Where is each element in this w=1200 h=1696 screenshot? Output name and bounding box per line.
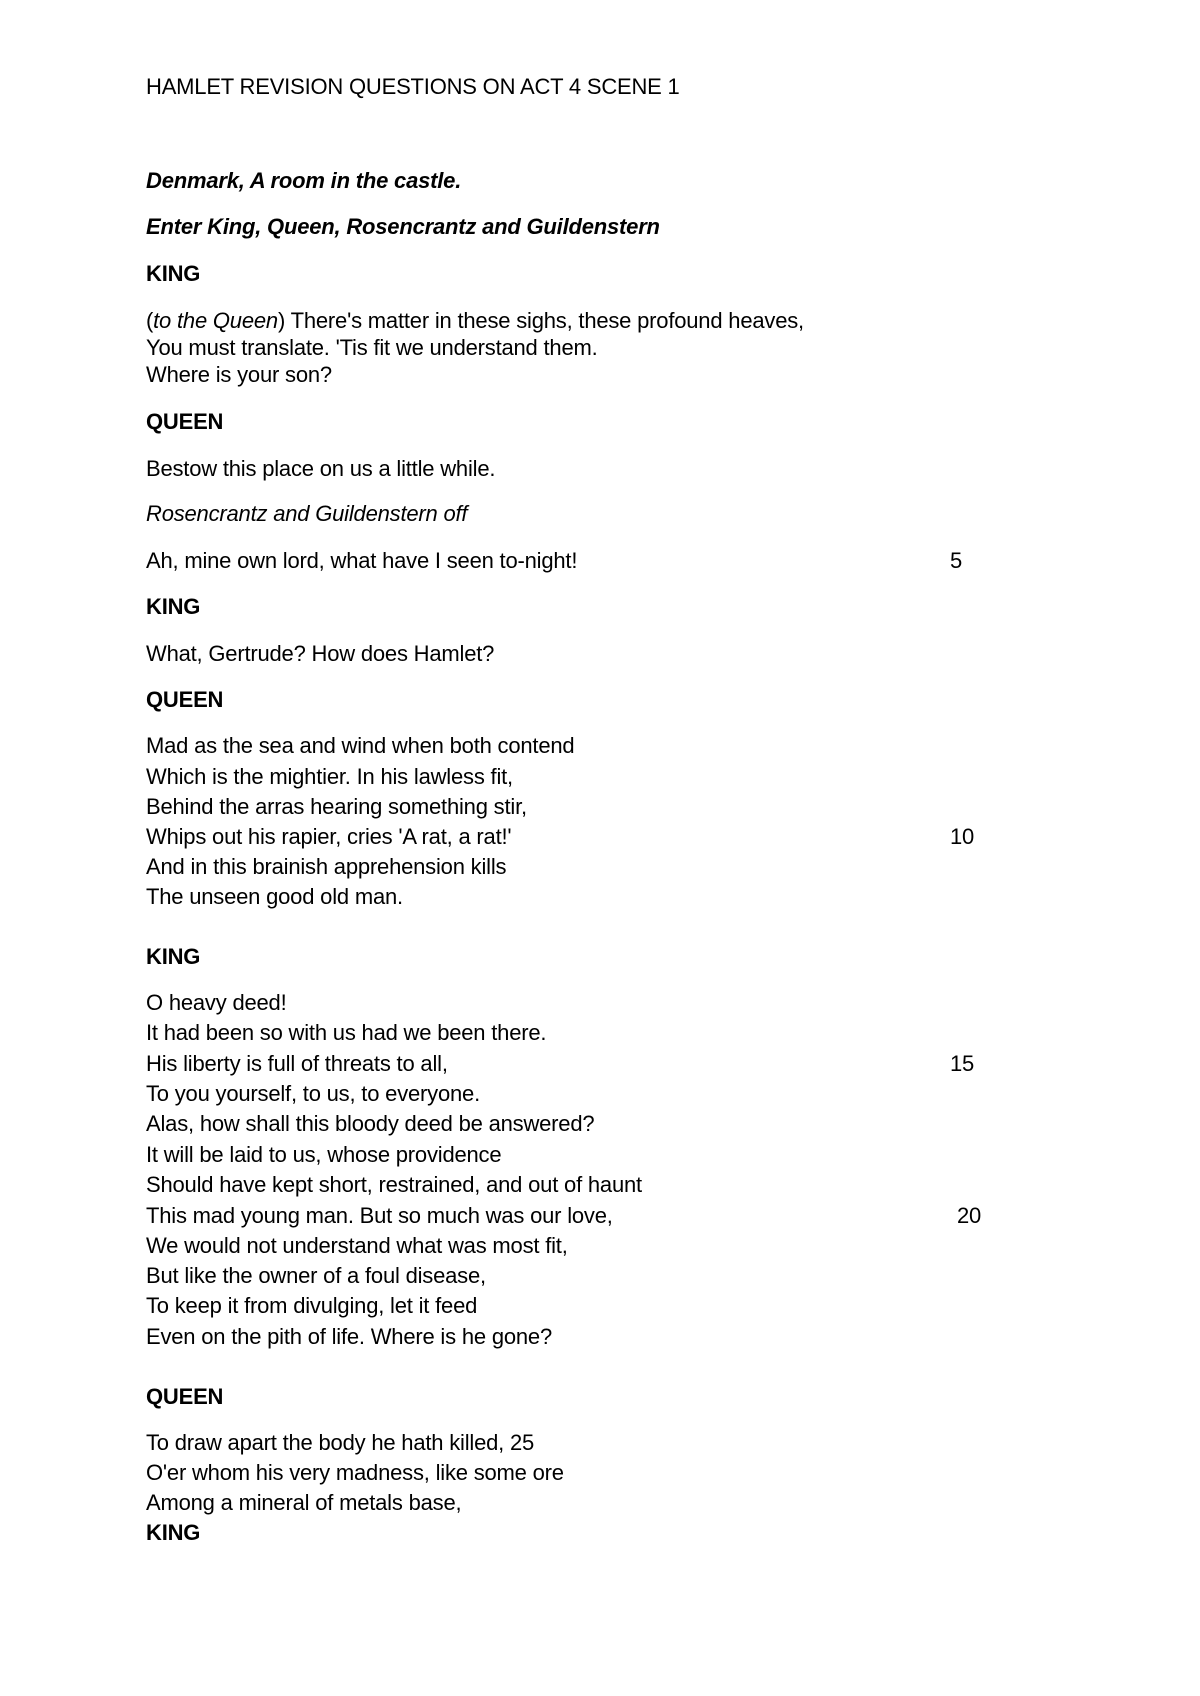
verse-line: His liberty is full of threats to all,	[146, 1051, 448, 1076]
verse-line: Behind the arras hearing something stir,	[146, 794, 527, 819]
verse-line: Where is your son?	[146, 362, 332, 387]
verse-line: Alas, how shall this bloody deed be answered?	[146, 1111, 595, 1136]
document-title: HAMLET REVISION QUESTIONS ON ACT 4 SCENE 1	[146, 74, 680, 99]
line-number: 15	[950, 1051, 975, 1076]
verse-line: What, Gertrude? How does Hamlet?	[146, 641, 495, 666]
verse-line: Even on the pith of life. Where is he gone?	[146, 1324, 552, 1349]
verse-line: And in this brainish apprehension kills	[146, 854, 507, 879]
inline-stage-direction: to the Queen	[153, 308, 278, 333]
speaker-name: KING	[146, 261, 201, 286]
verse-line: But like the owner of a foul disease,	[146, 1263, 486, 1288]
verse-text: There's matter in these sighs, these profound heaves,	[285, 308, 804, 333]
verse-line: To keep it from divulging, let it feed	[146, 1293, 478, 1318]
verse-line: You must translate. 'Tis fit we understand them.	[146, 335, 598, 360]
verse-line: This mad young man. But so much was our love,	[146, 1203, 613, 1228]
speaker-name: QUEEN	[146, 1384, 224, 1409]
verse-line: Mad as the sea and wind when both contend	[146, 733, 575, 758]
speaker-name: KING	[146, 1520, 201, 1545]
verse-line: Whips out his rapier, cries 'A rat, a rat!'	[146, 824, 512, 849]
speaker-name: KING	[146, 944, 201, 969]
line-number: 5	[950, 548, 963, 573]
entrance-direction: Enter King, Queen, Rosencrantz and Guildenstern	[146, 214, 660, 239]
verse-line: Bestow this place on us a little while.	[146, 456, 496, 481]
speaker-name: KING	[146, 594, 201, 619]
stage-direction: Rosencrantz and Guildenstern off	[146, 501, 468, 526]
line-number: 20	[957, 1203, 982, 1228]
setting-direction: Denmark, A room in the castle.	[146, 168, 462, 193]
verse-line: The unseen good old man.	[146, 884, 403, 909]
verse-line: Should have kept short, restrained, and out of haunt	[146, 1172, 642, 1197]
verse-line: We would not understand what was most fit,	[146, 1233, 568, 1258]
verse-line: O heavy deed!	[146, 990, 287, 1015]
verse-line: (to the Queen) There's matter in these sighs, these profound heaves,	[146, 308, 804, 333]
verse-line: It had been so with us had we been there.	[146, 1020, 547, 1045]
speaker-name: QUEEN	[146, 687, 224, 712]
verse-line: Among a mineral of metals base,	[146, 1490, 462, 1515]
verse-line: It will be laid to us, whose providence	[146, 1142, 502, 1167]
verse-line: To you yourself, to us, to everyone.	[146, 1081, 480, 1106]
verse-line: Which is the mightier. In his lawless fit,	[146, 764, 513, 789]
verse-line: Ah, mine own lord, what have I seen to-night!	[146, 548, 578, 573]
verse-line: To draw apart the body he hath killed, 25	[146, 1430, 535, 1455]
speaker-name: QUEEN	[146, 409, 224, 434]
line-number: 10	[950, 824, 975, 849]
verse-line: O'er whom his very madness, like some ore	[146, 1460, 564, 1485]
